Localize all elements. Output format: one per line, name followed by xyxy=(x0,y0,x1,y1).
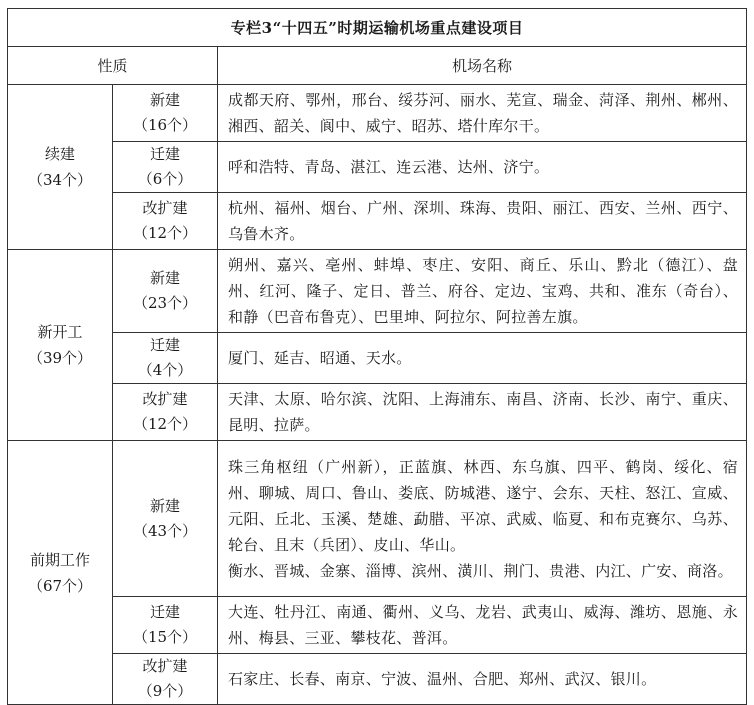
type-count: （23个） xyxy=(132,294,198,312)
airport-list: 大连、牡丹江、南通、衢州、义乌、龙岩、武夷山、威海、潍坊、恩施、永州、梅县、三亚、攀枝花、普洱。 xyxy=(218,597,747,654)
airport-projects-table xyxy=(7,8,747,705)
type-count: （9个） xyxy=(137,682,193,700)
airport-list-text: 珠三角枢纽（广州新），正蓝旗、林西、东乌旗、四平、鹤岗、绥化、宿州、聊城、周口、鲁山、娄底、防城港、遂宁、会东、天柱、怒江、宣威、元阳、丘北、玉溪、楚雄、勐腊、平凉、武威、临夏、和布克赛尔、乌苏、轮台、且末（兵团）、皮山、华山。 xyxy=(228,457,739,554)
category-count: （34个） xyxy=(27,171,93,189)
type-cell xyxy=(113,250,218,333)
category-count: （39个） xyxy=(27,349,93,367)
type-count: （12个） xyxy=(132,415,198,433)
type-count: （16个） xyxy=(132,116,198,134)
table-title: 专栏3“十四五”时期运输机场重点建设项目 xyxy=(8,9,747,47)
type-label: 新建 xyxy=(149,91,180,109)
type-label: 改扩建 xyxy=(142,390,188,408)
type-count: （43个） xyxy=(132,521,198,540)
type-count: （4个） xyxy=(137,361,193,379)
type-label: 新建 xyxy=(149,496,180,515)
type-cell xyxy=(113,654,218,705)
type-label: 改扩建 xyxy=(142,657,188,675)
category-count: （67个） xyxy=(27,576,93,595)
airport-list: 天津、太原、哈尔滨、沈阳、上海浦东、南昌、济南、长沙、南宁、重庆、昆明、拉萨。 xyxy=(218,384,747,441)
airport-list xyxy=(218,441,747,597)
type-label: 新建 xyxy=(149,269,180,287)
airport-list: 石家庄、长春、南京、宁波、温州、合肥、郑州、武汉、银川。 xyxy=(218,654,747,705)
airport-list: 朔州、嘉兴、亳州、蚌埠、枣庄、安阳、商丘、乐山、黔北（德江）、盘州、红河、隆子、定日、普兰、府谷、定边、宝鸡、共和、准东（奇台）、和静（巴音布鲁克）、巴里坤、阿拉尔、阿拉善左旗。 xyxy=(218,250,747,333)
type-count: （6个） xyxy=(137,170,193,188)
category-label: 续建 xyxy=(44,145,75,163)
type-label: 迁建 xyxy=(149,336,180,354)
airport-list: 杭州、福州、烟台、广州、深圳、珠海、贵阳、丽江、西安、兰州、西宁、乌鲁木齐。 xyxy=(218,193,747,250)
type-count: （12个） xyxy=(132,224,198,242)
type-cell xyxy=(113,441,218,597)
type-cell xyxy=(113,85,218,142)
airport-list: 厦门、延吉、昭通、天水。 xyxy=(218,333,747,384)
category-label: 新开工 xyxy=(37,323,83,341)
airport-list: 成都天府、鄂州，邢台、绥芬河、丽水、芜宣、瑞金、菏泽、荆州、郴州、湘西、韶关、阆中、威宁、昭苏、塔什库尔干。 xyxy=(218,85,747,142)
type-cell xyxy=(113,193,218,250)
type-cell xyxy=(113,597,218,654)
category-new-start xyxy=(8,250,113,441)
airport-list: 呼和浩特、青岛、湛江、连云港、达州、济宁。 xyxy=(218,142,747,193)
type-label: 改扩建 xyxy=(142,199,188,217)
type-count: （15个） xyxy=(132,628,198,646)
header-airport-names: 机场名称 xyxy=(218,47,747,85)
type-cell xyxy=(113,142,218,193)
type-cell xyxy=(113,384,218,441)
category-continued xyxy=(8,85,113,250)
type-label: 迁建 xyxy=(149,603,180,621)
header-nature: 性质 xyxy=(8,47,218,85)
category-label: 前期工作 xyxy=(29,550,90,569)
category-preliminary-work xyxy=(8,441,113,705)
type-cell xyxy=(113,333,218,384)
type-label: 迁建 xyxy=(149,145,180,163)
airport-projects-table-container xyxy=(7,8,746,700)
airport-list-extra: 衡水、晋城、金寨、淄博、滨州、潢川、荆门、贵港、内江、广安、商洛。 xyxy=(228,561,733,580)
